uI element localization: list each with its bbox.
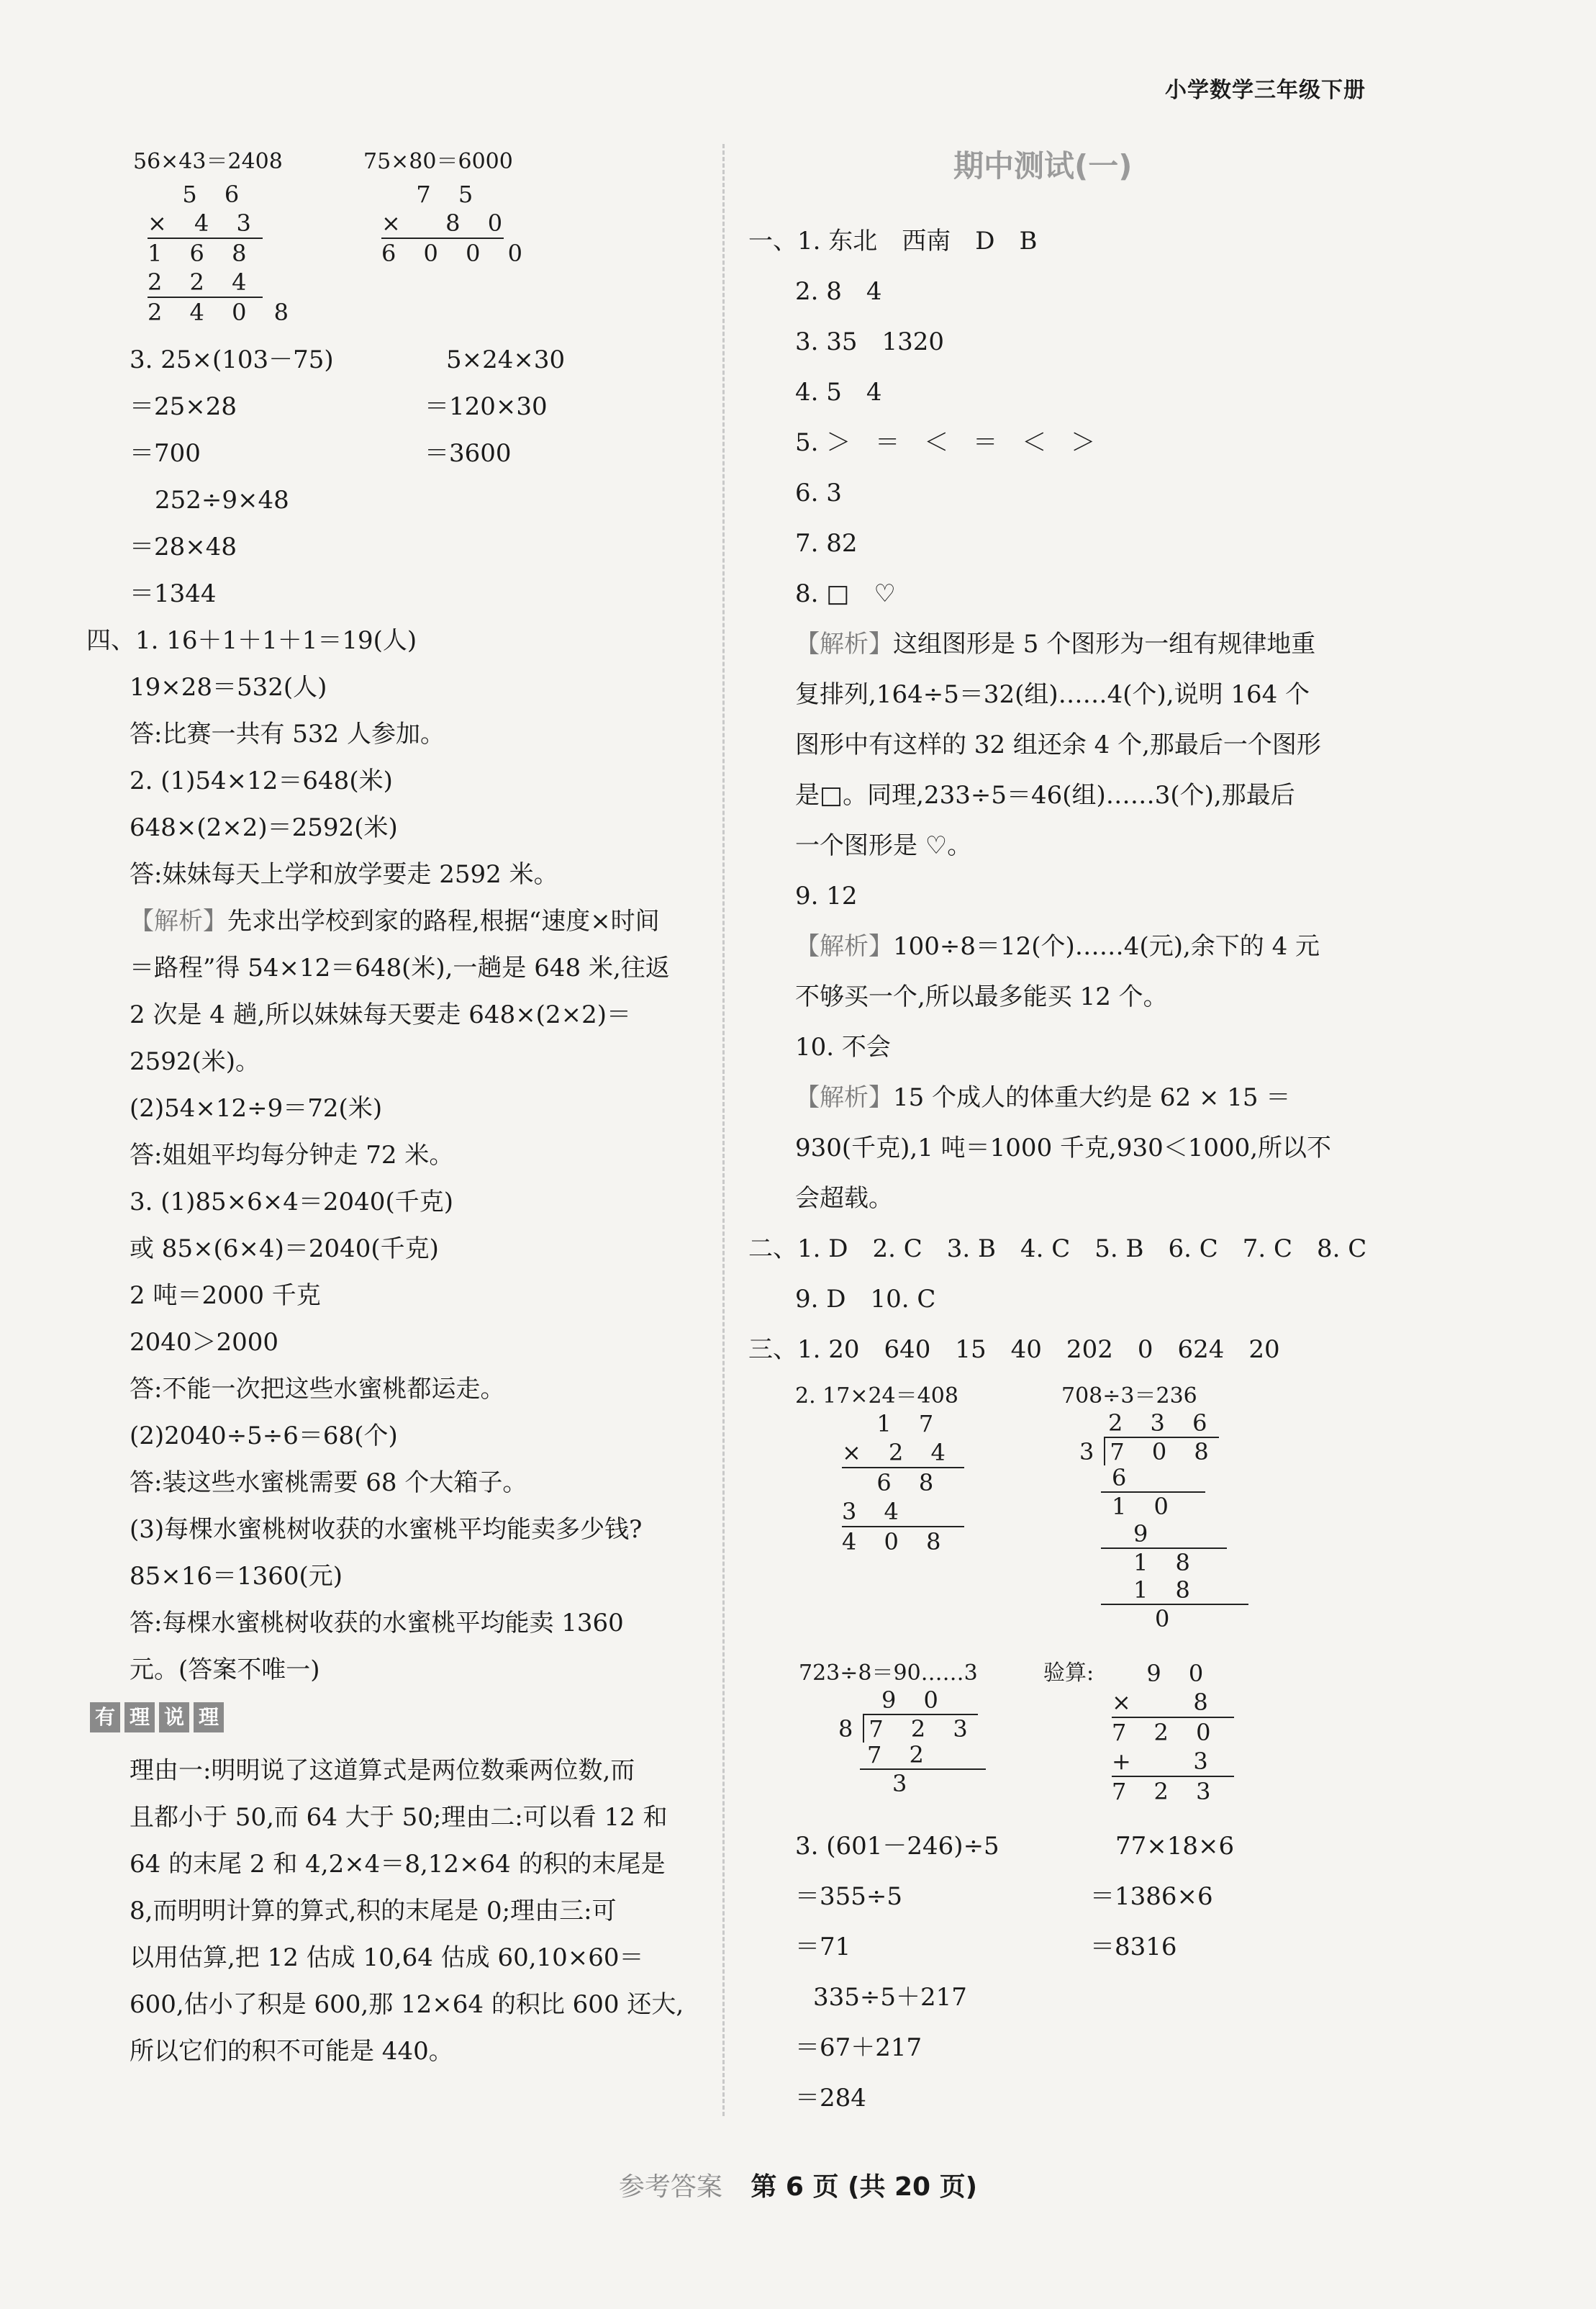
reason-r7: 所以它们的积不可能是 440。 xyxy=(130,2037,453,2066)
vc-b-quotient: 2 3 6 xyxy=(1108,1409,1218,1437)
vc-b-s5: 1 8 xyxy=(1133,1576,1200,1604)
s1-l9: 9. 12 xyxy=(795,882,858,911)
vc-b xyxy=(1079,1409,1223,1632)
reason-r1: 理由一:明明说了这道算式是两位数乘两位数,而 xyxy=(130,1756,635,1785)
vc-a-equation: 2. 17×24＝408 xyxy=(795,1383,958,1409)
vc-b-dividend: 7 0 8 xyxy=(1104,1437,1218,1465)
reason-r2: 且都小于 50,而 64 大于 50;理由二:可以看 12 和 xyxy=(130,1803,668,1832)
vc-c-quotient: 9 0 xyxy=(881,1686,948,1714)
s1-l3: 3. 35 1320 xyxy=(795,327,945,356)
s4-l18: (2)2040÷5÷6＝68(个) xyxy=(130,1422,398,1450)
s4-l9: 2 次是 4 趟,所以妹妹每天要走 648×(2×2)＝ xyxy=(130,1000,631,1029)
page-number: 第 6 页 (共 20 页) xyxy=(751,2172,978,2202)
s4-analysis-1 xyxy=(130,907,660,936)
s4-l14: 或 85×(6×4)＝2040(千克) xyxy=(130,1234,439,1263)
s4-l3: 答:比赛一共有 532 人参加。 xyxy=(130,720,445,749)
s4-l19: 答:装这些水蜜桃需要 68 个大箱子。 xyxy=(130,1468,527,1497)
vc-d-row3: 7 2 0 xyxy=(1112,1717,1234,1747)
reason-r5: 以用估算,把 12 估成 10,64 估成 60,10×60＝ xyxy=(130,1943,644,1972)
q3-b2: ＝120×30 xyxy=(425,392,548,421)
analysis-text: 这组图形是 5 个图形为一组有规律地重 xyxy=(893,630,1316,659)
s1-l4: 4. 5 4 xyxy=(795,378,882,407)
vcalc1-row5: 2 4 0 8 xyxy=(148,297,263,327)
vc-c-s2: 3 xyxy=(860,1768,986,1797)
s4-l2: 19×28＝532(人) xyxy=(130,673,327,702)
s1-j2b: 不够买一个,所以最多能买 12 个。 xyxy=(795,982,1168,1011)
s4-l20: (3)每棵水蜜桃树收获的水蜜桃平均能卖多少钱? xyxy=(130,1515,643,1544)
s4-l13: 3. (1)85×6×4＝2040(千克) xyxy=(130,1188,453,1216)
q3-a3: ＝700 xyxy=(130,439,201,468)
vc-a-row5: 4 0 8 xyxy=(842,1526,964,1556)
s4-l17: 答:不能一次把这些水蜜桃都运走。 xyxy=(130,1375,505,1404)
reason-r6: 600,估小了积是 600,那 12×64 的积比 600 还大, xyxy=(130,1990,684,2019)
s3-g1: 335÷5＋217 xyxy=(813,1983,967,2012)
vcalc1-row2: × 4 3 xyxy=(148,209,261,237)
vcalc2-row3: 6 0 0 0 xyxy=(381,238,504,268)
vcalc1 xyxy=(148,180,299,327)
s2-l1: 二、1. D 2. C 3. B 4. C 5. B 6. C 7. C 8. C xyxy=(748,1234,1367,1263)
s1-analysis-1 xyxy=(795,630,1315,659)
s4-l8: ＝路程”得 54×12＝648(米),一趟是 648 米,往返 xyxy=(130,954,670,982)
badge-char: 理 xyxy=(194,1702,224,1732)
s3-g3: ＝284 xyxy=(795,2084,866,2113)
q3-b3: ＝3600 xyxy=(425,439,512,468)
vcalc2-row2: × 8 0 xyxy=(381,209,513,237)
s4-l21: 85×16＝1360(元) xyxy=(130,1562,343,1591)
analysis-tag: 【解析】 xyxy=(795,932,893,961)
s1-l6: 6. 3 xyxy=(795,479,842,507)
s4-l6: 答:妹妹每天上学和放学要走 2592 米。 xyxy=(130,860,558,889)
s1-j3c: 会超载。 xyxy=(795,1184,893,1213)
s1-j3b: 930(千克),1 吨＝1000 千克,930＜1000,所以不 xyxy=(795,1134,1332,1162)
vc-b-divisor: 3 xyxy=(1079,1438,1105,1465)
vc-d-row5: 7 2 3 xyxy=(1112,1776,1234,1806)
book-header: 小学数学三年级下册 xyxy=(1165,78,1366,103)
s3-e1: 3. (601－246)÷5 xyxy=(795,1832,999,1861)
s4-l5: 648×(2×2)＝2592(米) xyxy=(130,813,398,842)
s1-l7: 7. 82 xyxy=(795,529,858,558)
analysis-tag: 【解析】 xyxy=(795,1083,893,1112)
check-label: 验算: xyxy=(1043,1660,1094,1686)
s1-j1e: 一个图形是 ♡。 xyxy=(795,831,972,860)
s3-g2: ＝67＋217 xyxy=(795,2033,922,2062)
vc-d xyxy=(1112,1659,1234,1806)
vc-b-equation: 708÷3＝236 xyxy=(1061,1383,1197,1409)
vcalc2-row1: 7 5 xyxy=(381,181,484,208)
vc-a-row2: × 2 4 xyxy=(842,1439,956,1466)
vc-d-row1: 9 0 xyxy=(1112,1660,1214,1687)
s1-j1b: 复排列,164÷5＝32(组)……4(个),说明 164 个 xyxy=(795,680,1310,709)
vc-d-row4: + 3 xyxy=(1112,1748,1218,1775)
s4-l4: 2. (1)54×12＝648(米) xyxy=(130,767,393,795)
s1-l5: 5. ＞ ＝ ＜ ＝ ＜ ＞ xyxy=(795,428,1096,457)
s1-l8: 8. □ ♡ xyxy=(795,579,896,608)
s1-l1: 一、1. 东北 西南 D B xyxy=(748,227,1038,256)
s3-e2: ＝355÷5 xyxy=(795,1882,903,1911)
q3-c2: ＝28×48 xyxy=(130,533,237,561)
vc-b-s3: 9 xyxy=(1133,1520,1159,1547)
vc-b-s1: 6 xyxy=(1112,1464,1137,1491)
analysis-text: 先求出学校到家的路程,根据“速度×时间 xyxy=(227,907,660,936)
vcalc1-equation: 56×43＝2408 xyxy=(133,149,283,174)
s3-l1: 三、1. 20 640 15 40 202 0 624 20 xyxy=(748,1335,1280,1364)
q3-a2: ＝25×28 xyxy=(130,392,237,421)
vc-c-s1: 7 2 xyxy=(867,1741,934,1768)
s4-l10: 2592(米)。 xyxy=(130,1047,260,1076)
s1-j1c: 图形中有这样的 32 组还余 4 个,那最后一个图形 xyxy=(795,731,1321,759)
s3-f2: ＝1386×6 xyxy=(1090,1882,1213,1911)
s4-l15: 2 吨＝2000 千克 xyxy=(130,1281,321,1310)
s1-analysis-2 xyxy=(795,932,1320,961)
q3-b1: 5×24×30 xyxy=(446,345,566,374)
vcalc2-equation: 75×80＝6000 xyxy=(363,149,513,174)
reason-r4: 8,而明明计算的算式,积的末尾是 0;理由三:可 xyxy=(130,1897,617,1925)
s1-l10: 10. 不会 xyxy=(795,1033,891,1062)
column-divider xyxy=(722,144,725,2116)
analysis-text: 15 个成人的体重大约是 62 × 15 ＝ xyxy=(893,1083,1291,1112)
q3-a1: 3. 25×(103－75) xyxy=(130,345,334,374)
s4-l16: 2040＞2000 xyxy=(130,1328,279,1357)
vc-a-row1: 1 7 xyxy=(842,1410,944,1437)
s3-f3: ＝8316 xyxy=(1090,1933,1177,1961)
vc-b-dividend-row xyxy=(1079,1437,1223,1464)
vc-c-equation: 723÷8＝90……3 xyxy=(799,1660,978,1686)
vc-c-dividend: 7 2 3 xyxy=(863,1714,977,1743)
vc-a-row4: 3 4 xyxy=(842,1498,909,1525)
s4-l11: (2)54×12÷9＝72(米) xyxy=(130,1094,383,1123)
reasoning-badge xyxy=(90,1702,224,1732)
vc-c xyxy=(838,1686,978,1797)
page-footer xyxy=(0,2166,1596,2203)
s1-analysis-3 xyxy=(795,1083,1290,1112)
vc-d-row2: × 8 xyxy=(1112,1689,1218,1716)
s3-e3: ＝71 xyxy=(795,1933,851,1961)
s3-f1: 77×18×6 xyxy=(1115,1832,1235,1861)
s4-l1: 四、1. 16＋1＋1＋1＝19(人) xyxy=(86,626,417,655)
vc-a xyxy=(842,1409,964,1556)
q3-c1: 252÷9×48 xyxy=(155,486,289,515)
vcalc1-row3: 1 6 8 xyxy=(148,238,263,268)
s2-l2: 9. D 10. C xyxy=(795,1285,936,1314)
analysis-tag: 【解析】 xyxy=(795,630,893,659)
vc-b-s6: 0 xyxy=(1101,1604,1248,1632)
vc-a-row3: 6 8 xyxy=(842,1467,964,1497)
vc-c-dividend-row xyxy=(838,1714,978,1743)
s4-l22: 答:每棵水蜜桃树收获的水蜜桃平均能卖 1360 xyxy=(130,1609,624,1637)
section-title: 期中测试(一) xyxy=(953,148,1133,184)
s1-l2: 2. 8 4 xyxy=(795,277,882,306)
vc-b-s2: 1 0 xyxy=(1101,1491,1205,1520)
s1-j1d: 是□。同理,233÷5＝46(组)……3(个),那最后 xyxy=(795,781,1295,810)
vcalc2 xyxy=(381,180,532,268)
s4-l23: 元。(答案不唯一) xyxy=(130,1655,320,1684)
badge-char: 说 xyxy=(159,1702,189,1732)
vc-c-divisor: 8 xyxy=(838,1715,863,1743)
vc-b-s4: 1 8 xyxy=(1101,1547,1227,1576)
analysis-text: 100÷8＝12(个)……4(元),余下的 4 元 xyxy=(893,932,1320,961)
analysis-tag: 【解析】 xyxy=(130,907,227,936)
q3-c3: ＝1344 xyxy=(130,579,217,608)
reason-r3: 64 的末尾 2 和 4,2×4＝8,12×64 的积的末尾是 xyxy=(130,1850,666,1879)
vcalc1-row1: 5 6 xyxy=(148,181,250,208)
badge-char: 有 xyxy=(90,1702,120,1732)
badge-char: 理 xyxy=(124,1702,155,1732)
s4-l12: 答:姐姐平均每分钟走 72 米。 xyxy=(130,1141,454,1170)
footer-label: 参考答案 xyxy=(618,2172,722,2202)
vcalc1-row4: 2 2 4 xyxy=(148,268,257,296)
